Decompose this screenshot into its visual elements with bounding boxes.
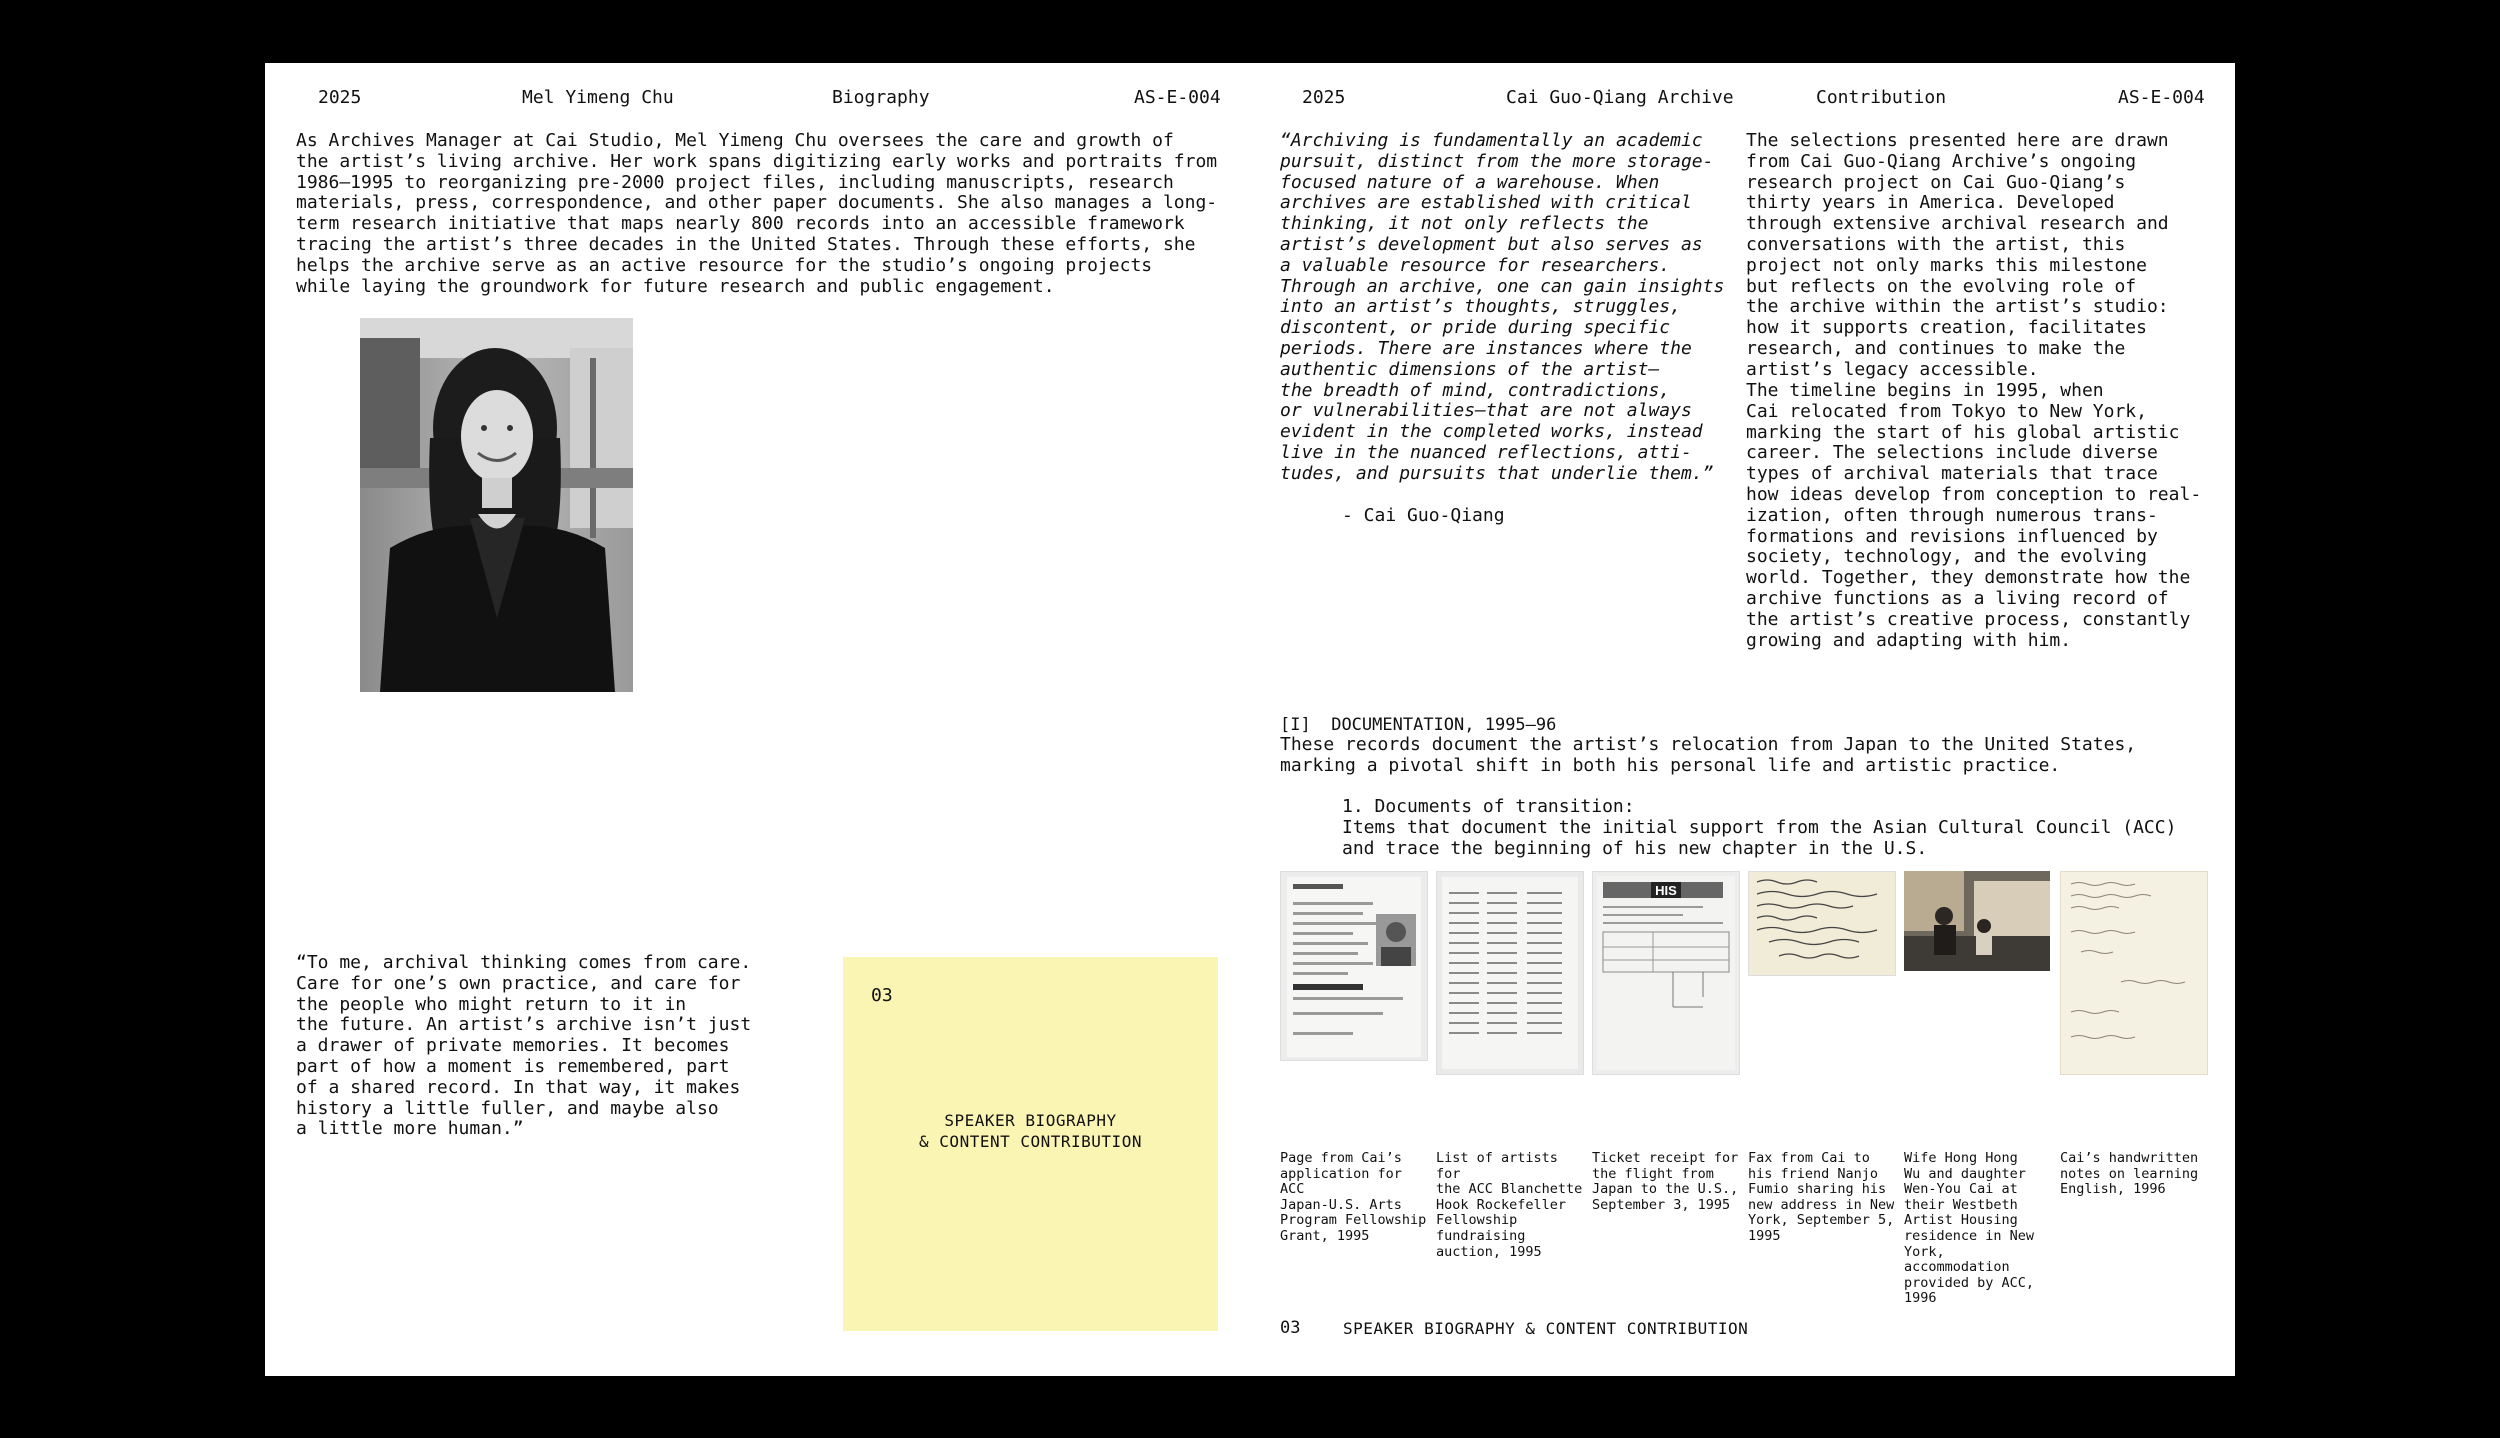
thumb-fax-nanjo bbox=[1748, 871, 1896, 976]
subsection-description: Items that document the initial support from the Asian Cultural Council (ACC) and trace the beginning of his new chapter in the U.S. bbox=[1342, 817, 2177, 859]
section-description: These records document the artist’s relocation from Japan to the United States, marking a pivotal shift in both his personal life and artistic practice. bbox=[1280, 734, 2137, 776]
header-archive-name: Cai Guo-Qiang Archive bbox=[1506, 87, 1734, 108]
header-code: AS-E-004 bbox=[2118, 87, 2205, 108]
caption-family-photo: Wife Hong Hong Wu and daughter Wen-You Cai at their Westbeth Artist Housing residence in New York, accommodation provided by ACC, 1996 bbox=[1904, 1150, 2035, 1307]
section-heading bbox=[1280, 715, 1556, 735]
thumb-artist-list bbox=[1436, 871, 1584, 1075]
fax-logo: HIS bbox=[1655, 883, 1677, 898]
quote-attribution: - Cai Guo-Qiang bbox=[1342, 505, 1505, 526]
card-number: 03 bbox=[871, 985, 893, 1006]
caption-artist-list: List of artists for the ACC Blanchette Hook Rockefeller Fellowship fundraising auction, 1995 bbox=[1436, 1150, 1583, 1260]
thumb-ticket-receipt bbox=[1592, 871, 1740, 1075]
intro-paragraph-2: The timeline begins in 1995, when Cai relocated from Tokyo to New York, marking the start of his global artistic career. The selections include diverse types of archival materials that trace how ideas develop from conception to real- ization, often through numerous trans- formations and revisions influenced by society, technology, and the evolving world. Together, they demonstrate how the archive functions as a living record of the artist’s creative process, constantly growing and adapting with him. bbox=[1746, 380, 2202, 651]
header-year: 2025 bbox=[318, 87, 362, 108]
footer-title: SPEAKER BIOGRAPHY & CONTENT CONTRIBUTION bbox=[1343, 1319, 1749, 1338]
section-card bbox=[843, 957, 1218, 1331]
speaker-quote: “To me, archival thinking comes from care. Care for one’s own practice, and care for the people who might return to it in the future. An artist’s archive isn’t just a drawer of private memories. It becomes part of how a moment is remembered, part of a shared record. In that way, it makes history a little fuller, and maybe also a little more human.” bbox=[296, 952, 752, 1140]
header-section: Biography bbox=[832, 87, 930, 108]
caption-fax-nanjo: Fax from Cai to his friend Nanjo Fumio sharing his new address in New York, September 5, 1995 bbox=[1748, 1150, 1895, 1244]
subsection-title: 1. Documents of transition: bbox=[1342, 796, 1635, 817]
footer-number: 03 bbox=[1280, 1318, 1301, 1338]
caption-acc-application: Page from Cai’s application for ACC Japan-U.S. Arts Program Fellowship Grant, 1995 bbox=[1280, 1150, 1427, 1244]
card-title: SPEAKER BIOGRAPHY & CONTENT CONTRIBUTION bbox=[919, 1111, 1142, 1151]
left-page bbox=[265, 63, 1250, 1376]
thumb-handwritten-notes bbox=[2060, 871, 2208, 1075]
header-speaker-name: Mel Yimeng Chu bbox=[522, 87, 674, 108]
thumb-family-photo bbox=[1904, 871, 2050, 971]
right-page bbox=[1250, 63, 2235, 1376]
caption-handwritten-notes: Cai’s handwritten notes on learning English, 1996 bbox=[2060, 1150, 2199, 1198]
intro-paragraph-1: The selections presented here are drawn from Cai Guo-Qiang Archive’s ongoing research project on Cai Guo-Qiang’s thirty years in America. Developed through extensive archival research and conversations with the artist, this project not only marks this milestone but reflects on the evolving role of the archive within the artist’s studio: how it supports creation, facilitates research, and continues to make the artist’s legacy accessible. bbox=[1746, 130, 2169, 380]
caption-ticket-receipt: Ticket receipt for the flight from Japan to the U.S., September 3, 1995 bbox=[1592, 1150, 1739, 1213]
speaker-portrait bbox=[360, 318, 633, 692]
section-numeral: [I] bbox=[1280, 715, 1311, 735]
artist-quote: “Archiving is fundamentally an academic pursuit, distinct from the more storage- focused nature of a warehouse. When archives are established with critical thinking, it not only reflects the artist’s development but also serves as a valuable resource for researchers. Through an archive, one can gain insights into an artist’s thoughts, struggles, discontent, or pride during specific periods. There are instances where the authentic dimensions of the artist— the breadth of mind, contradictions, or vulnerabilities—that are not always evident in the completed works, instead live in the nuanced reflections, atti- tudes, and pursuits that underlie them.” bbox=[1280, 130, 1725, 484]
section-title: DOCUMENTATION, 1995–96 bbox=[1331, 715, 1557, 735]
header-code: AS-E-004 bbox=[1134, 87, 1221, 108]
biography-text: As Archives Manager at Cai Studio, Mel Yimeng Chu oversees the care and growth of the artist’s living archive. Her work spans digitizing early works and portraits from 1986–1995 to reorganizing pre-2000 project files, including manuscripts, research materials, press, correspondence, and other paper documents. She also manages a long- term research initiative that maps nearly 800 records into an accessible framework tracing the artist’s three decades in the United States. Through these efforts, she helps the archive serve as an active resource for the studio’s ongoing projects while laying the groundwork for future research and public engagement. bbox=[296, 130, 1218, 297]
header-year: 2025 bbox=[1302, 87, 1346, 108]
header-section: Contribution bbox=[1816, 87, 1947, 108]
thumb-acc-application bbox=[1280, 871, 1428, 1061]
